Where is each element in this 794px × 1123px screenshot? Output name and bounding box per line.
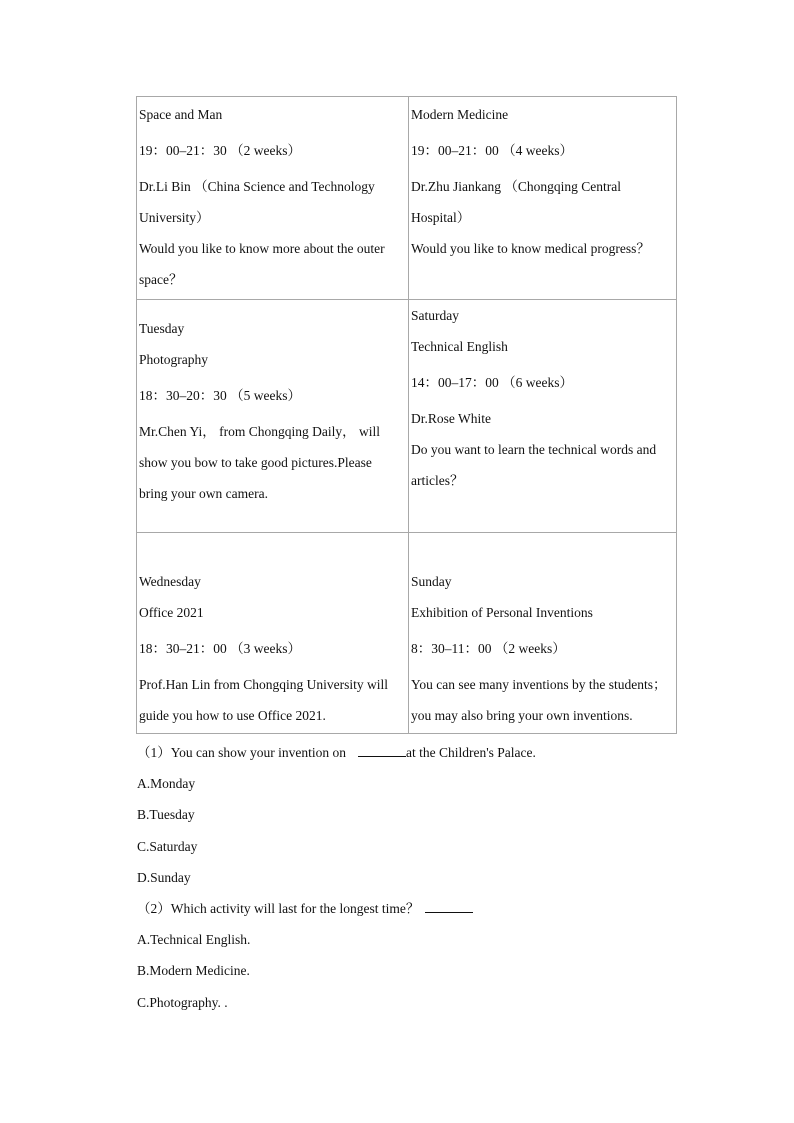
option-a[interactable]: A.Monday [137, 776, 196, 792]
course-day: Wednesday [139, 574, 201, 589]
option-c[interactable]: C.Photography. . [137, 994, 228, 1010]
course-title: Space and Man [139, 107, 223, 122]
course-day: Tuesday [139, 321, 185, 336]
course-day: Saturday [411, 308, 459, 323]
course-description-cont: articles？ [411, 473, 464, 488]
course-description: Prof.Han Lin from Chongqing University will [139, 677, 388, 692]
course-description: Would you like to know more about the outer [139, 241, 385, 256]
schedule-row [137, 97, 677, 300]
course-time: 19：00–21：30 （2 weeks） [139, 143, 301, 158]
course-teacher: Dr.Li Bin （China Science and Technology [139, 179, 375, 194]
schedule-table [136, 96, 677, 734]
course-teacher: Dr.Zhu Jiankang （Chongqing Central [411, 179, 621, 194]
schedule-row [137, 300, 677, 533]
course-teacher: Dr.Rose White [411, 411, 491, 426]
course-description: You can see many inventions by the students； [411, 677, 667, 692]
course-teacher-cont: Hospital） [411, 210, 471, 225]
questions [137, 737, 536, 1018]
course-description-cont: space？ [139, 272, 183, 287]
course-time: 14：00–17：00 （6 weeks） [411, 375, 573, 390]
course-cell-technical-english [409, 300, 677, 533]
answer-blank[interactable] [358, 742, 406, 757]
course-time: 19：00–21：00 （4 weeks） [411, 143, 573, 158]
option-a[interactable]: A.Technical English. [137, 932, 251, 948]
course-time: 18：30–21：00 （3 weeks） [139, 641, 301, 656]
course-teacher-cont: University） [139, 210, 210, 225]
option-b[interactable]: B.Tuesday [137, 807, 195, 823]
course-time: 8：30–11：00 （2 weeks） [411, 641, 566, 656]
course-cell-modern-medicine [409, 97, 677, 300]
course-cell-photography [137, 300, 409, 533]
course-description: Mr.Chen Yi， from Chongqing Daily， will [139, 424, 380, 439]
course-description-cont: you may also bring your own inventions. [411, 708, 633, 723]
question-1-prefix: （1）You can show your invention on [137, 745, 346, 760]
course-description-cont: bring your own camera. [139, 486, 268, 501]
question-2-prefix: （2）Which activity will last for the longest time？ [137, 901, 420, 917]
answer-blank[interactable] [425, 898, 473, 913]
course-cell-space-and-man [137, 97, 409, 300]
course-description: Would you like to know medical progress？ [411, 241, 650, 256]
option-d[interactable]: D.Sunday [137, 869, 191, 885]
course-description: Do you want to learn the technical words and [411, 442, 657, 457]
course-title: Exhibition of Personal Inventions [411, 605, 593, 620]
course-description-cont: show you bow to take good pictures.Please [139, 455, 372, 470]
course-title: Modern Medicine [411, 107, 509, 122]
course-cell-office [137, 533, 409, 734]
question-2 [137, 893, 536, 924]
course-title: Photography [139, 352, 208, 367]
course-description-cont: guide you how to use Office 2021. [139, 708, 326, 723]
question-1 [137, 737, 536, 768]
course-day: Sunday [411, 574, 452, 589]
question-1-suffix: at the Children's Palace. [406, 745, 536, 760]
option-b[interactable]: B.Modern Medicine. [137, 963, 250, 979]
course-title: Office 2021 [139, 605, 204, 620]
course-cell-inventions [409, 533, 677, 734]
option-c[interactable]: C.Saturday [137, 838, 198, 854]
course-title: Technical English [411, 339, 508, 354]
course-time: 18：30–20：30 （5 weeks） [139, 388, 301, 403]
schedule-row [137, 533, 677, 734]
